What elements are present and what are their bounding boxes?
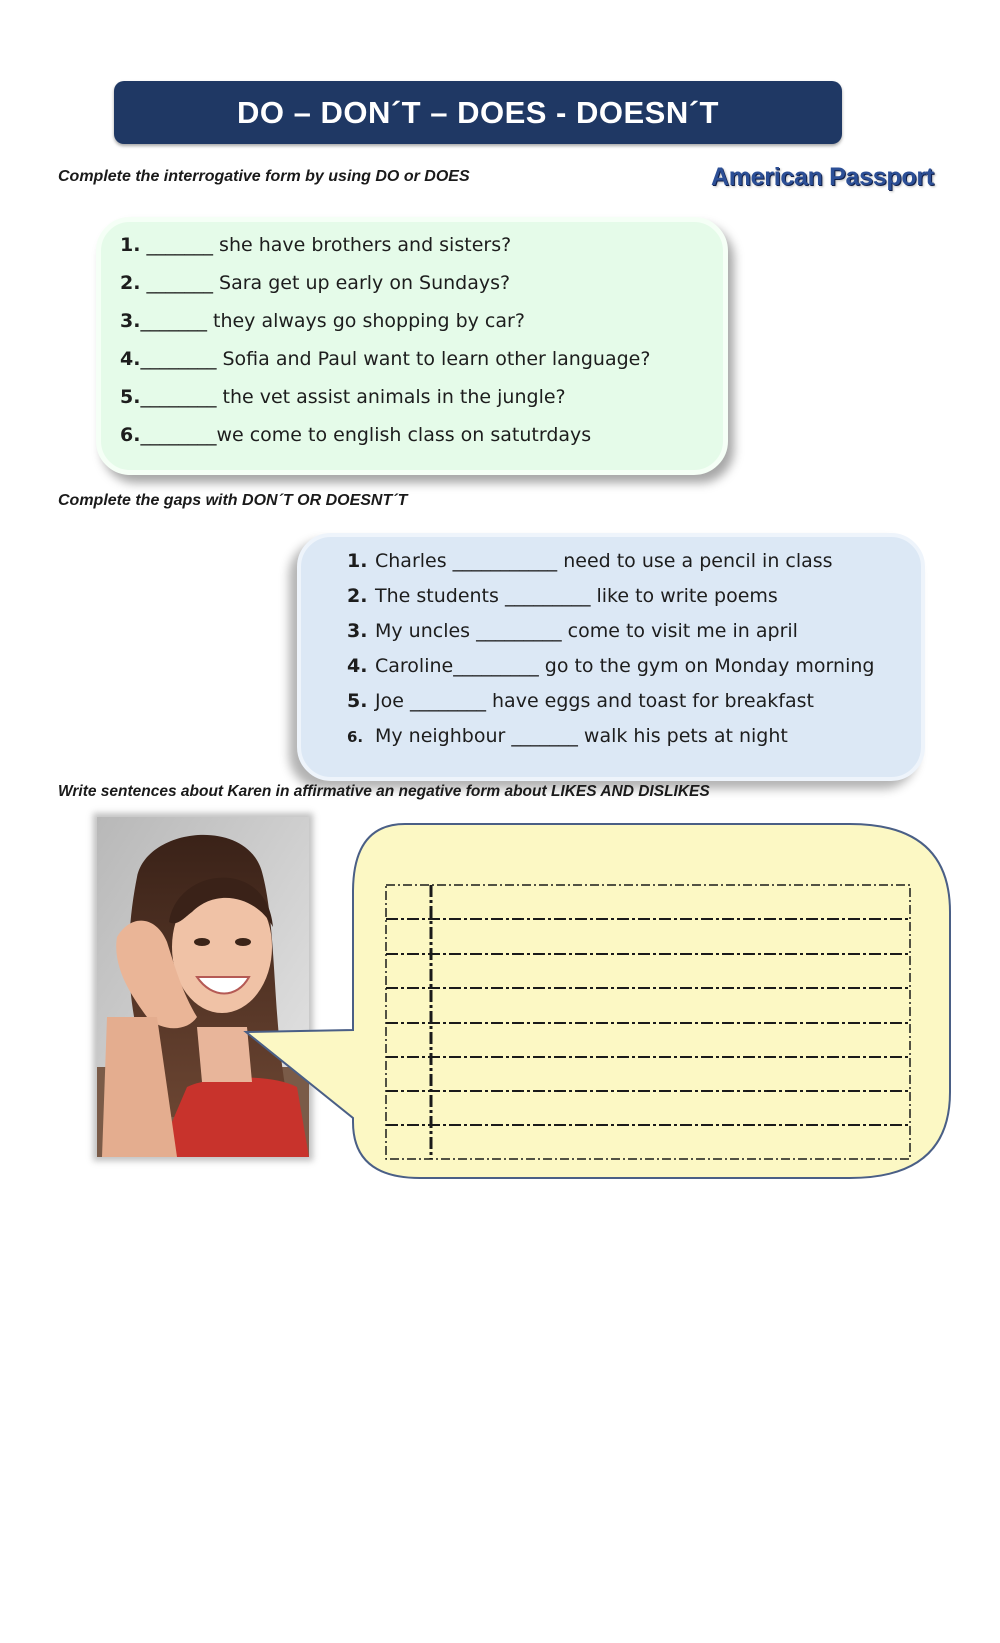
s2-sentence-6 bbox=[347, 725, 788, 747]
s1-question-text: they always go shopping by car? bbox=[206, 310, 525, 332]
s1-question-3 bbox=[120, 310, 525, 332]
s2-subject: Caroline bbox=[375, 655, 454, 677]
s2-answer-blank[interactable]: ________ bbox=[409, 690, 486, 712]
s2-sentence-4 bbox=[347, 655, 874, 677]
s2-subject: My neighbour bbox=[375, 725, 512, 747]
s2-answer-blank[interactable]: _________ bbox=[504, 585, 591, 607]
s2-sentence-text: like to write poems bbox=[590, 585, 778, 607]
s1-question-6 bbox=[120, 424, 591, 446]
section1-instruction: Complete the interrogative form by using DO or DOES bbox=[58, 168, 470, 185]
s2-sentence-text: walk his pets at night bbox=[577, 725, 788, 747]
s1-answer-blank[interactable]: _______ bbox=[146, 234, 213, 256]
s2-sentence-text: have eggs and toast for breakfast bbox=[485, 690, 814, 712]
title-banner bbox=[114, 81, 842, 144]
brand-logo: American Passport bbox=[711, 163, 934, 191]
s2-sentence-number: 6. bbox=[347, 728, 364, 746]
s1-question-text: the vet assist animals in the jungle? bbox=[216, 386, 566, 408]
s2-sentence-5 bbox=[347, 690, 814, 712]
s1-question-text: we come to english class on satutrdays bbox=[216, 424, 592, 446]
page-title: DO – DON´T – DOES - DOESN´T bbox=[237, 94, 719, 130]
s2-sentence-1 bbox=[347, 550, 833, 572]
s1-answer-blank[interactable]: _______ bbox=[140, 310, 207, 332]
s2-sentence-number: 5. bbox=[347, 690, 368, 712]
s1-answer-blank[interactable]: ________ bbox=[140, 424, 217, 446]
s2-sentence-text: go to the gym on Monday morning bbox=[538, 655, 875, 677]
s2-subject: Charles bbox=[375, 550, 453, 572]
s1-question-4 bbox=[120, 348, 650, 370]
s1-question-2 bbox=[120, 272, 510, 294]
s1-answer-blank[interactable]: ________ bbox=[140, 348, 217, 370]
s2-sentence-text: come to visit me in april bbox=[561, 620, 798, 642]
s1-answer-blank[interactable]: _______ bbox=[146, 272, 213, 294]
writing-lines[interactable] bbox=[385, 884, 913, 1164]
s2-subject: The students bbox=[375, 585, 505, 607]
s2-sentence-text: need to use a pencil in class bbox=[557, 550, 833, 572]
s2-answer-blank[interactable]: ___________ bbox=[452, 550, 558, 572]
s1-question-number: 3. bbox=[120, 310, 141, 332]
s2-subject: Joe bbox=[375, 690, 410, 712]
s1-question-text: Sara get up early on Sundays? bbox=[213, 272, 511, 294]
s2-sentence-3 bbox=[347, 620, 798, 642]
s1-question-5 bbox=[120, 386, 566, 408]
s2-answer-blank[interactable]: _________ bbox=[476, 620, 562, 642]
s2-sentence-2 bbox=[347, 585, 778, 607]
s2-sentence-number: 3. bbox=[347, 620, 368, 642]
s1-question-number: 5. bbox=[120, 386, 141, 408]
s2-sentence-number: 2. bbox=[347, 585, 368, 607]
s1-question-1 bbox=[120, 234, 511, 256]
s1-answer-blank[interactable]: ________ bbox=[140, 386, 217, 408]
s2-sentence-number: 1. bbox=[347, 550, 368, 572]
s1-question-number: 6. bbox=[120, 424, 141, 446]
s1-question-text: Sofia and Paul want to learn other language? bbox=[216, 348, 651, 370]
s2-answer-blank[interactable]: _______ bbox=[511, 725, 578, 747]
s1-question-text: she have brothers and sisters? bbox=[213, 234, 512, 256]
s2-subject: My uncles bbox=[375, 620, 477, 642]
section3-instruction: Write sentences about Karen in affirmative an negative form about LIKES AND DISLIKES bbox=[58, 783, 710, 800]
s1-question-number: 1. bbox=[120, 234, 141, 256]
s2-answer-blank[interactable]: _________ bbox=[453, 655, 539, 677]
s2-sentence-number: 4. bbox=[347, 655, 368, 677]
s1-question-number: 4. bbox=[120, 348, 141, 370]
section2-instruction: Complete the gaps with DON´T OR DOESNT´T bbox=[58, 492, 408, 509]
s1-question-number: 2. bbox=[120, 272, 141, 294]
